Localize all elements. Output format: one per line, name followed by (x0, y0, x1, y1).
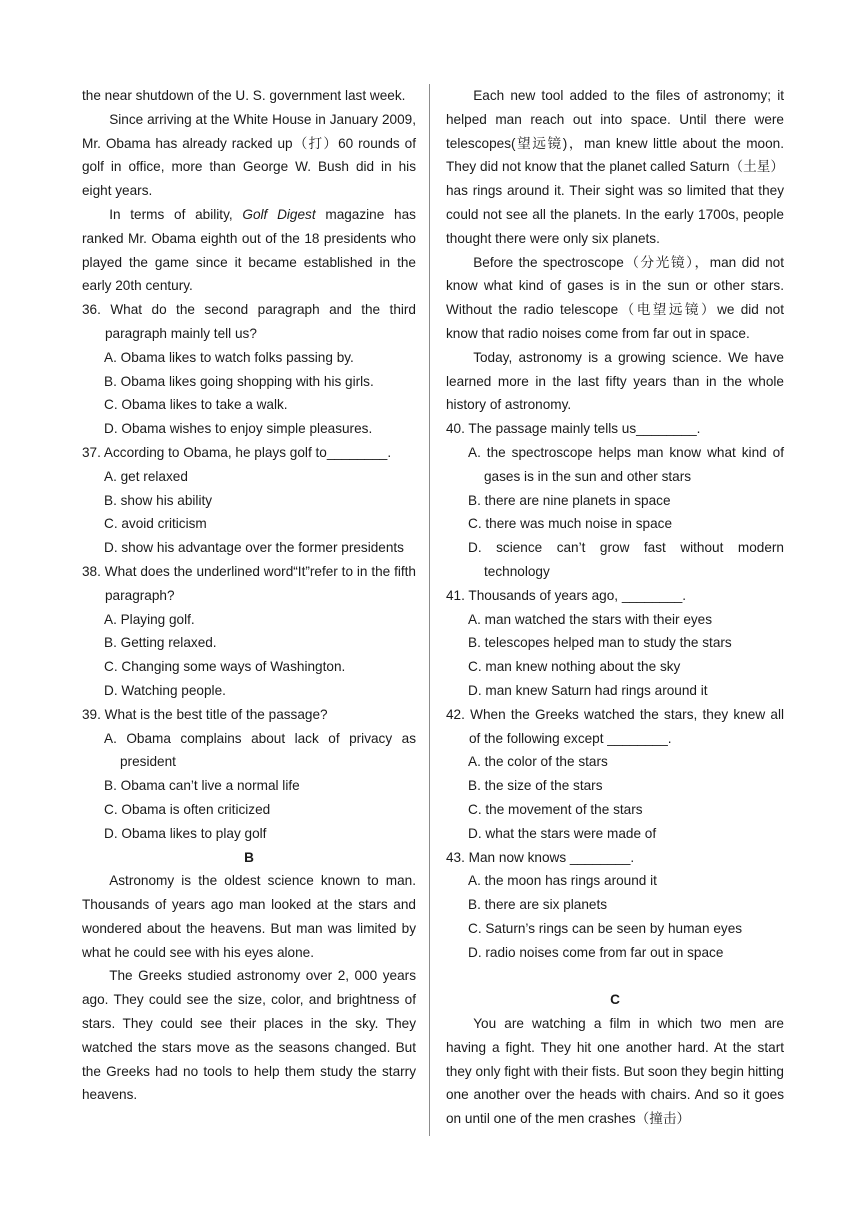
question-stem: 41. Thousands of years ago, ________. (446, 587, 687, 603)
left-column (82, 84, 416, 1107)
option-a: A. the moon has rings around it (468, 873, 657, 889)
magazine-name: Golf Digest (242, 206, 316, 222)
passage-b-paragraph-3: Each new tool added to the files of astronomy; it helped man reach out into space. Until there were telescopes(望远镜)，man knew little about the moon. They did not know that the planet called Saturn（土星）has rings around it. Their sight was so limited that they could not see all the planets. In the early 1700s, people thought there were only six planets. (446, 88, 784, 246)
option-a: A. the color of the stars (468, 754, 608, 770)
passage-b-paragraph-1: Astronomy is the oldest science known to man. Thousands of years ago man looked at the stars and wondered about the heavens. But man was limited by what he could see with his eyes alone. (82, 873, 416, 960)
column-divider (429, 84, 430, 1136)
option-b: B. Obama likes going shopping with his girls. (104, 373, 374, 389)
question-42 (446, 703, 784, 846)
question-stem: 38. What does the underlined word“It”refer to in the fifth paragraph? (82, 563, 416, 603)
passage-a-paragraph-golf-ranking (82, 203, 416, 298)
passage-b-paragraph-5: Today, astronomy is a growing science. We have learned more in the last fifty years than in the whole history of astronomy. (446, 349, 784, 413)
question-stem: 37. According to Obama, he plays golf to________. (82, 444, 392, 460)
question-41 (446, 584, 784, 703)
passage-c-paragraph-1: You are watching a film in which two men are having a fight. They hit one another hard. At the start they only fight with their fists. But soon they begin hitting one another over the heads with chairs. And so it goes on until one of the men crashes（撞击） (446, 1016, 784, 1127)
option-a: A. Playing golf. (104, 611, 195, 627)
question-39 (82, 703, 416, 846)
passage-a-tail: the near shutdown of the U. S. government last week. (82, 88, 406, 103)
passage-b-paragraph-4: Before the spectroscope（分光镜），man did not know what kind of gases is in the sun or other stars. Without the radio telescope（电望远镜）we did not know that radio noises come from far out in space. (446, 254, 784, 341)
question-38 (82, 560, 416, 703)
question-36 (82, 298, 416, 441)
option-a: A. Obama complains about lack of privacy as president (104, 730, 416, 770)
passage-a-paragraph-golf-rounds: Since arriving at the White House in January 2009, Mr. Obama has already racked up（打）60 rounds of golf in office, more than George W. Bush did in his eight years. (82, 111, 416, 199)
question-40 (446, 417, 784, 584)
section-c-heading: C (610, 992, 620, 1008)
option-b: B. Getting relaxed. (104, 635, 217, 651)
question-stem: 36. What do the second paragraph and the third paragraph mainly tell us? (82, 302, 416, 341)
option-a: A. man watched the stars with their eyes (468, 611, 713, 627)
option-d: D. show his advantage over the former presidents (104, 540, 404, 556)
option-c: C. Changing some ways of Washington. (104, 659, 346, 675)
right-column (446, 84, 784, 1131)
spacer (446, 964, 784, 988)
option-b: B. there are six planets (468, 897, 608, 913)
option-d: D. Watching people. (104, 682, 226, 698)
option-d: D. Obama wishes to enjoy simple pleasures. (104, 421, 373, 437)
option-c: C. the movement of the stars (468, 801, 643, 817)
question-37 (82, 441, 416, 560)
ranking-text-post: magazine has ranked Mr. Obama eighth out of the 18 presidents who played the game since it became established in the early 20th century. (82, 206, 416, 294)
question-stem: 39. What is the best title of the passage? (82, 706, 328, 722)
option-b: B. telescopes helped man to study the stars (468, 635, 732, 651)
option-c: C. there was much noise in space (468, 516, 673, 532)
option-b: B. show his ability (104, 492, 213, 508)
option-c: C. Obama is often criticized (104, 801, 271, 817)
option-b: B. Obama can’t live a normal life (104, 778, 300, 794)
option-a: A. the spectroscope helps man know what kind of gases is in the sun and other stars (468, 444, 784, 484)
option-c: C. Saturn’s rings can be seen by human eyes (468, 920, 743, 936)
option-c: C. man knew nothing about the sky (468, 659, 681, 675)
option-c: C. avoid criticism (104, 516, 207, 532)
option-b: B. the size of the stars (468, 778, 603, 794)
question-stem: 42. When the Greeks watched the stars, they knew all of the following except ________. (446, 706, 784, 746)
section-b-heading: B (244, 849, 254, 865)
option-d: D. man knew Saturn had rings around it (468, 682, 708, 698)
option-d: D. what the stars were made of (468, 825, 657, 841)
option-d: D. Obama likes to play golf (104, 825, 267, 841)
passage-b-paragraph-2: The Greeks studied astronomy over 2, 000 years ago. They could see the size, color, and brightness of stars. They could see their places in the sky. They watched the stars move as the seasons changed. But the Greeks had no tools to help them study the starry heavens. (82, 968, 416, 1103)
question-stem: 40. The passage mainly tells us________. (446, 421, 701, 437)
question-stem: 43. Man now knows ________. (446, 849, 635, 865)
option-d: D. science can’t grow fast without modern technology (468, 540, 784, 579)
option-d: D. radio noises come from far out in space (468, 944, 724, 960)
option-a: A. get relaxed (104, 468, 188, 484)
option-c: C. Obama likes to take a walk. (104, 397, 288, 413)
question-43 (446, 846, 784, 965)
option-a: A. Obama likes to watch folks passing by. (104, 349, 354, 365)
ranking-text-pre: In terms of ability, (109, 206, 243, 222)
option-b: B. there are nine planets in space (468, 492, 671, 508)
